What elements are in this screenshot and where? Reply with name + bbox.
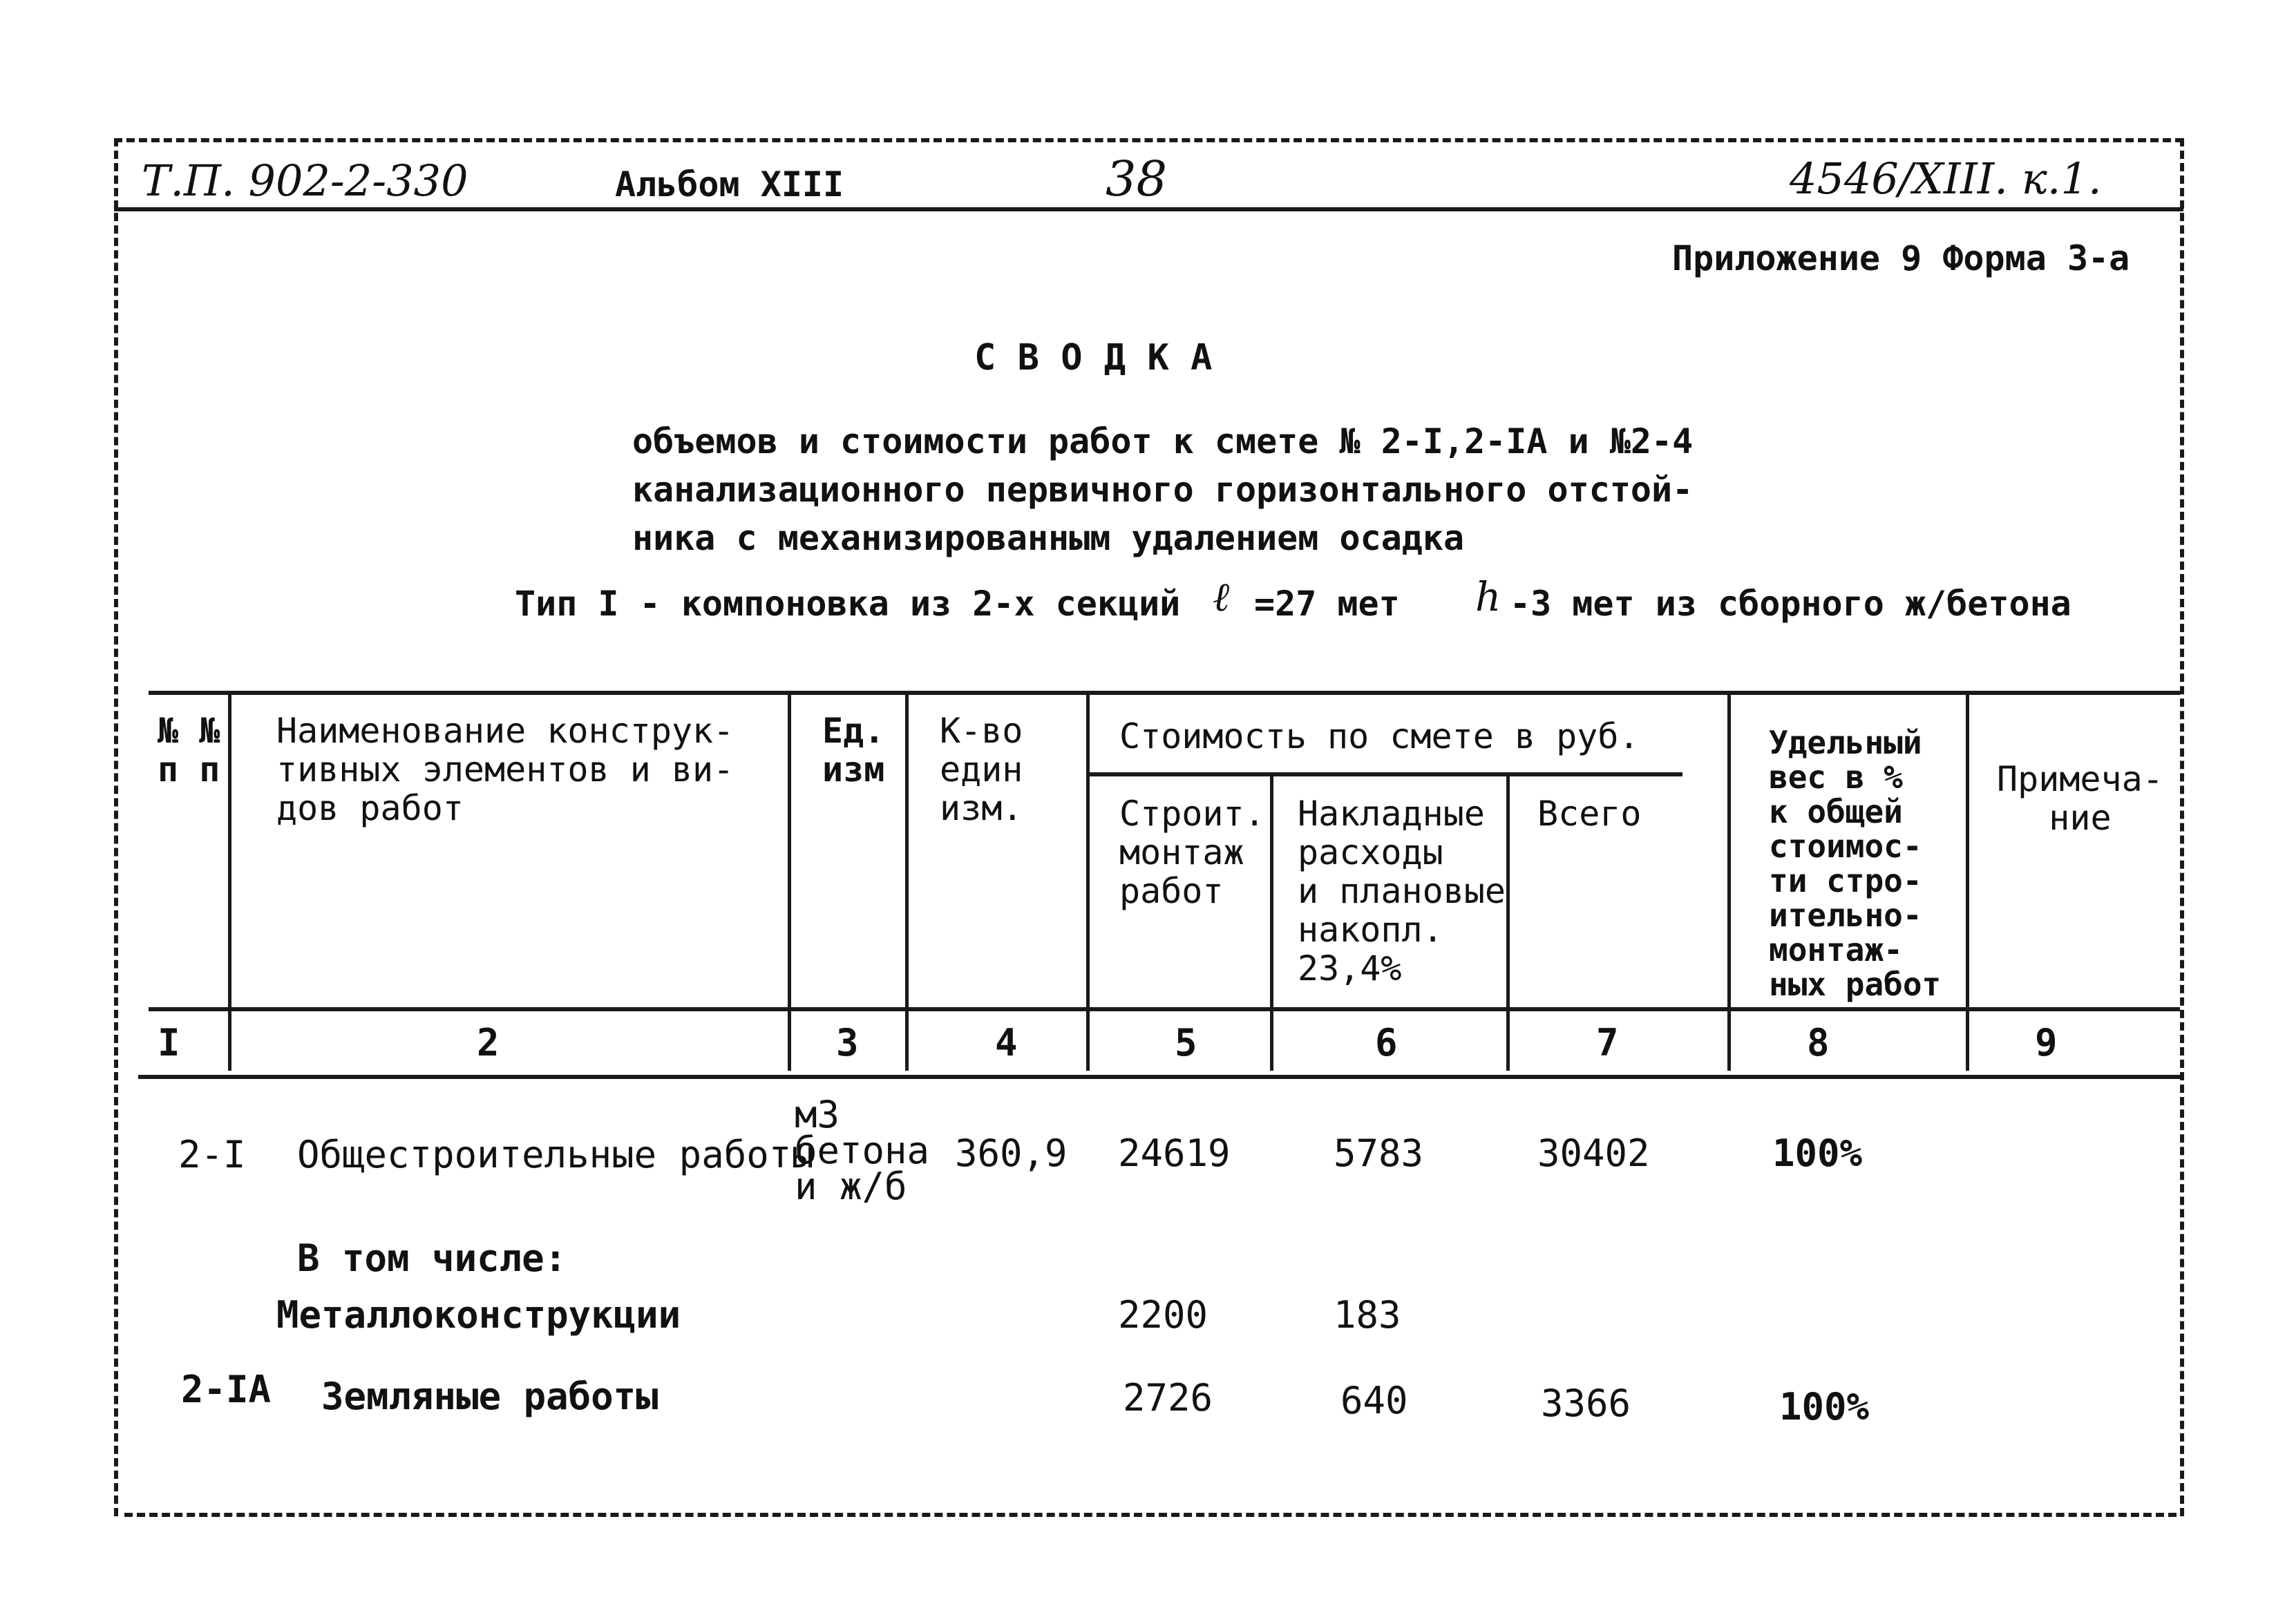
cost-group-rule	[1088, 772, 1682, 776]
stamp-right-code: 4546/XIII. к.1.	[1790, 153, 2102, 204]
col-divider-5	[1270, 774, 1273, 1071]
header-construction-cost: Строит. монтаж работ	[1119, 794, 1265, 911]
appendix-label: Приложение 9 Форма 3-а	[1672, 238, 2130, 278]
row1-overhead: 5783	[1334, 1131, 1424, 1175]
row2-name: В том числе:	[297, 1236, 567, 1280]
height-symbol: h	[1475, 573, 1501, 620]
header-number: № № п п	[158, 711, 220, 790]
row1-name: Общестроительные работы	[297, 1133, 814, 1176]
header-quantity: К-во един изм.	[940, 711, 1023, 828]
row4-share: 100%	[1779, 1385, 1870, 1429]
row1-quantity: 360,9	[955, 1131, 1068, 1175]
row1-share: 100%	[1772, 1131, 1863, 1175]
row4-name: Земляные работы	[321, 1375, 658, 1418]
stamp-page-number: 38	[1106, 151, 1168, 207]
column-number-7: 7	[1596, 1021, 1619, 1064]
col-divider-7	[1727, 691, 1731, 1071]
header-name: Наименование конструк- тивных элементов и ви- дов работ	[276, 711, 734, 828]
column-number-4: 4	[995, 1021, 1018, 1064]
subtitle-line-1: объемов и стоимости работ к смете № 2-I,2-IA и №2-4	[632, 421, 1694, 461]
column-number-8: 8	[1807, 1021, 1830, 1064]
row4-number: 2-IA	[181, 1368, 272, 1411]
subtitle-line-2: канализационного первичного горизонтального отстой-	[632, 470, 1694, 510]
row4-construction: 2726	[1123, 1376, 1213, 1420]
height-value: -3 мет из сборного ж/бетона	[1510, 584, 2071, 624]
stamp-album: Альбом XIII	[615, 164, 844, 204]
col-divider-2	[788, 691, 791, 1071]
subtitle-line-3: ника с механизированным удалением осадка	[632, 518, 1465, 558]
column-number-2: 2	[477, 1021, 500, 1064]
header-bottom-rule	[149, 1007, 2180, 1011]
col-divider-6	[1506, 774, 1510, 1071]
row4-total: 3366	[1541, 1382, 1631, 1425]
type-line-prefix: Тип I - компоновка из 2-х секций	[515, 584, 1181, 624]
row4-overhead: 640	[1340, 1379, 1408, 1422]
header-note: Примеча- ние	[1997, 759, 2163, 838]
row1-construction: 24619	[1118, 1131, 1231, 1175]
row3-name: Металлоконструкции	[276, 1293, 681, 1337]
col-divider-1	[228, 691, 231, 1071]
header-total: Всего	[1537, 794, 1642, 834]
header-overhead: Накладные расходы и плановые накопл. 23,4%	[1298, 794, 1506, 988]
table-top-rule	[149, 691, 2180, 695]
column-number-rule	[138, 1075, 2180, 1079]
header-share: Удельный вес в % к общей стоимос- ти стро- ительно- монтаж- ных работ	[1769, 724, 1942, 1003]
header-cost-group: Стоимость по смете в руб.	[1119, 716, 1640, 756]
col-divider-3	[905, 691, 909, 1071]
frame-top-border	[114, 138, 2183, 142]
row3-overhead: 183	[1334, 1293, 1401, 1337]
row3-construction: 2200	[1118, 1293, 1208, 1337]
stamp-left-code: Т.П. 902-2-330	[142, 155, 468, 206]
column-number-9: 9	[2035, 1021, 2058, 1064]
column-number-1: I	[158, 1021, 180, 1064]
col-divider-8	[1966, 691, 1969, 1071]
column-number-6: 6	[1375, 1021, 1398, 1064]
header-unit: Ед. изм	[822, 711, 885, 790]
frame-right-border	[2180, 138, 2184, 1516]
column-number-5: 5	[1175, 1021, 1197, 1064]
col-divider-4	[1086, 691, 1090, 1071]
column-number-3: 3	[836, 1021, 859, 1064]
length-value: =27 мет	[1254, 584, 1400, 624]
row1-unit: м3 бетона и ж/б	[795, 1093, 930, 1208]
length-symbol: ℓ	[1213, 573, 1230, 620]
frame-left-border	[114, 138, 118, 1516]
document-title: С В О Д К А	[974, 337, 1213, 379]
stamp-bottom-rule	[114, 207, 2183, 211]
frame-bottom-border	[124, 1513, 2177, 1517]
row1-number: 2-I	[178, 1133, 246, 1176]
row1-total: 30402	[1537, 1131, 1650, 1175]
